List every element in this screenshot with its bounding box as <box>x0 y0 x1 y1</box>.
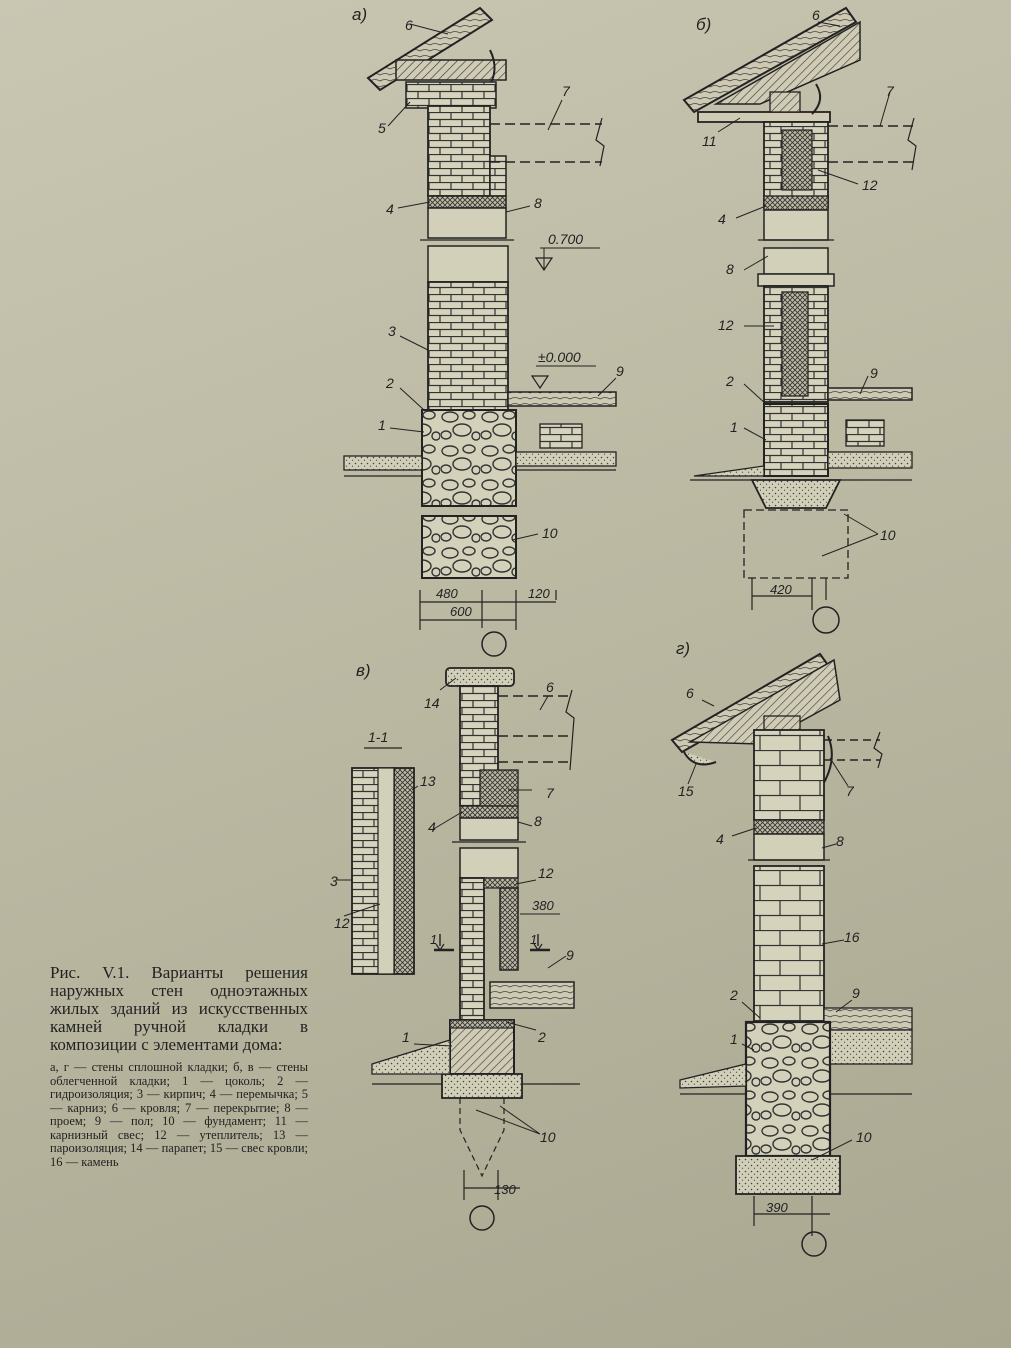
callout-a-2: 2 <box>386 375 394 391</box>
callout-g-9: 9 <box>852 985 860 1001</box>
panel-b-opening <box>764 210 828 240</box>
callout-v-4: 4 <box>428 819 436 835</box>
dim-v-380: 380 <box>532 898 554 913</box>
panel-a-brick-wall <box>428 282 508 410</box>
panel-g-stone-wall <box>754 866 824 1022</box>
callout-g-1: 1 <box>730 1031 738 1047</box>
dim-a-480: 480 <box>436 586 458 601</box>
panel-v-light-wall <box>460 878 484 1020</box>
callout-v-7: 7 <box>546 785 554 801</box>
panel-a-floor-pier <box>540 424 582 448</box>
callout-g-16: 16 <box>844 929 860 945</box>
panel-a-opening <box>428 208 506 238</box>
panel-a-cornice <box>406 82 496 108</box>
panel-a-lintel <box>428 196 506 208</box>
callout-a-7: 7 <box>562 83 570 99</box>
panel-g-opening <box>754 834 824 860</box>
callout-a-8: 8 <box>534 195 542 211</box>
panel-b-lintel <box>764 196 828 210</box>
panel-g-upper-wall <box>754 730 824 820</box>
callout-b-7: 7 <box>886 83 894 99</box>
panel-b-letter: б) <box>696 15 712 34</box>
callout-g-4: 4 <box>716 831 724 847</box>
callout-g-6: 6 <box>686 685 694 701</box>
callout-g-8: 8 <box>836 833 844 849</box>
callout-v-1: 1 <box>402 1029 410 1045</box>
callout-a-1: 1 <box>378 417 386 433</box>
callout-g-7: 7 <box>846 783 854 799</box>
panel-v-opening <box>460 818 518 840</box>
callout-a-3: 3 <box>388 323 396 339</box>
callout-v-3: 3 <box>330 873 338 889</box>
panel-a-upper-wall <box>428 106 490 196</box>
panel-v-lintel <box>460 806 518 818</box>
callout-a-9: 9 <box>616 363 624 379</box>
panel-a-foundation-lower <box>422 516 516 578</box>
dim-a-120: 120 <box>528 586 550 601</box>
callout-b-8: 8 <box>726 261 734 277</box>
callout-v-13: 13 <box>420 773 436 789</box>
callout-v-12b: 12 <box>538 865 554 881</box>
level-a-0000: ±0.000 <box>538 349 581 365</box>
panel-v-floor <box>490 982 574 1008</box>
callout-b-11: 11 <box>702 133 717 149</box>
callout-v-9: 9 <box>566 947 574 963</box>
section-mark-right: 1 <box>530 932 538 947</box>
callout-g-2: 2 <box>730 987 738 1003</box>
panel-b-floor <box>828 388 912 400</box>
callout-b-9: 9 <box>870 365 878 381</box>
panel-g-foundation <box>746 1022 830 1156</box>
figure-caption <box>50 964 308 1169</box>
callout-b-1: 1 <box>730 419 738 435</box>
panel-b-plinth <box>764 404 828 476</box>
callout-b-10: 10 <box>880 527 896 543</box>
panel-g-footing <box>736 1156 840 1194</box>
dim-g-390: 390 <box>766 1200 788 1215</box>
section-mark-left: 1 <box>430 932 438 947</box>
panel-b-eave <box>698 112 830 122</box>
callout-a-10: 10 <box>542 525 558 541</box>
dim-a-600: 600 <box>450 604 472 619</box>
panel-v-foundation <box>460 1098 504 1176</box>
callout-v-12: 12 <box>334 915 350 931</box>
callout-b-12b: 12 <box>718 317 734 333</box>
callout-a-4: 4 <box>386 201 394 217</box>
callout-v-8: 8 <box>534 813 542 829</box>
caption-legend: а, г — стены сплошной кладки; б, в — стены облегченной кладки; 1 — цоколь; 2 — гидроизоляция; 3 — кирпич; 4 — перемычка; 5 — карниз; 6 — кровля; 7 — перекрытие; 8 — проем; 9 — пол; 10 — фундамент; 11 — карнизный свес; 12 — утеплитель; 13 — пароизоляция; 14 — парапет; 15 — свес кровли; 16 — камень <box>50 1060 308 1169</box>
panel-v-insulation <box>500 888 518 970</box>
callout-b-6: 6 <box>812 7 820 23</box>
panel-b-insulation <box>782 292 808 396</box>
dim-b-420: 420 <box>770 582 792 597</box>
callout-v-14: 14 <box>424 695 440 711</box>
panel-b-foundation <box>744 510 848 578</box>
panel-b-footing <box>752 480 840 508</box>
panel-v-footing <box>442 1074 522 1098</box>
caption-title: Рис. V.1. Варианты решения наружных стен одноэтажных жилых зданий из искусственных камней ручной кладки в композиции с элементами дома: <box>50 963 308 1054</box>
callout-v-6: 6 <box>546 679 554 695</box>
panel-a-letter: а) <box>352 5 368 24</box>
section-label: 1-1 <box>368 729 389 745</box>
panel-a-foundation <box>422 410 516 506</box>
callout-g-10: 10 <box>856 1129 872 1145</box>
callout-b-2: 2 <box>726 373 734 389</box>
panel-a <box>344 5 616 656</box>
callout-b-4: 4 <box>718 211 726 227</box>
section-insulation <box>394 768 414 974</box>
callout-a-5: 5 <box>378 120 386 136</box>
panel-g-letter: г) <box>676 639 691 658</box>
dim-v-130: 130 <box>494 1182 516 1197</box>
callout-v-10: 10 <box>540 1129 556 1145</box>
panel-a-roof-plate <box>396 60 506 80</box>
panel-g-lintel <box>754 820 824 834</box>
level-a-0700: 0.700 <box>548 231 584 247</box>
panel-v-parapet <box>446 668 514 686</box>
panel-v-letter: в) <box>356 661 371 680</box>
callout-b-12: 12 <box>862 177 878 193</box>
panel-g <box>672 639 912 1256</box>
callout-g-15: 15 <box>678 783 694 799</box>
callout-v-2: 2 <box>538 1029 546 1045</box>
callout-a-6: 6 <box>405 17 413 33</box>
